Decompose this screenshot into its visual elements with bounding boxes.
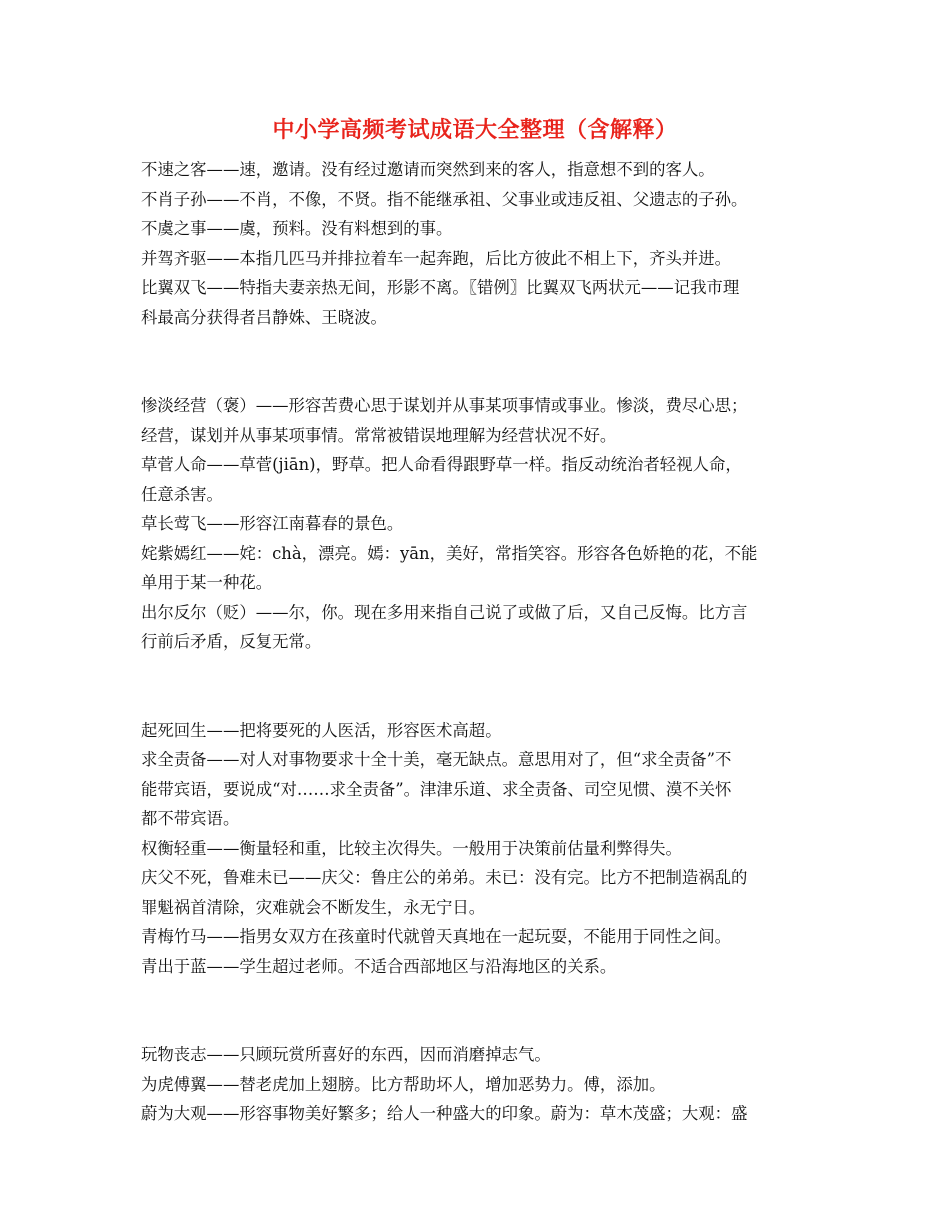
text-line: 任意杀害。	[141, 484, 223, 504]
text-line: 罪魁祸首清除，灾难就会不断发生，永无宁日。	[141, 897, 486, 917]
text-line: 并驾齐驱——本指几匹马并排拉着车一起奔跑，后比方彼此不相上下，齐头并进。	[141, 248, 732, 268]
paragraph-gap	[141, 657, 806, 716]
text-line: 权衡轻重——衡量轻和重，比较主次得失。一般用于决策前估量利弊得失。	[141, 838, 682, 858]
document-title: 中小学高频考试成语大全整理（含解释）	[272, 117, 678, 143]
text-line: 出尔反尔（贬）——尔，你。现在多用来指自己说了或做了后，又自己反悔。比方言	[141, 602, 748, 622]
text-line: 惨淡经营（褒）——形容苦费心思于谋划并从事某项事情或事业。惨淡，费尽心思；	[141, 396, 748, 415]
text-line: 比翼双飞——特指夫妻亲热无间，形影不离。〖错例〗比翼双飞两状元——记我市理	[141, 278, 740, 297]
text-line: 青梅竹马——指男女双方在孩童时代就曾天真地在一起玩耍，不能用于同性之间。	[141, 927, 732, 946]
text-line: 都不带宾语。	[141, 809, 240, 828]
text-line: 不速之客——速，邀请。没有经过邀请而突然到来的客人，指意想不到的客人。	[141, 160, 715, 179]
paragraph-gap	[141, 981, 806, 1040]
text-line: 为虎傅翼——替老虎加上翅膀。比方帮助坏人，增加恶势力。傅，添加。	[141, 1074, 666, 1094]
text-line: 玩物丧志——只顾玩赏所喜好的东西，因而消磨掉志气。	[141, 1045, 551, 1064]
document-body	[141, 155, 806, 1129]
text-line: 不肖子孙——不肖，不像，不贤。指不能继承祖、父事业或违反祖、父遗志的子孙。	[141, 189, 748, 209]
text-line: 起死回生——把将要死的人医活，形容医术高超。	[141, 720, 502, 740]
text-line: 草菅人命——草菅(jiān)，野草。把人命看得跟野草一样。指反动统治者轻视人命，	[141, 455, 742, 474]
text-line: 行前后矛盾，反复无常。	[141, 632, 322, 651]
text-line: 庆父不死，鲁难未已——庆父：鲁庄公的弟弟。未已：没有完。比方不把制造祸乱的	[141, 868, 748, 887]
text-line: 科最高分获得者吕静姝、王晓波。	[141, 307, 387, 327]
text-line: 姹紫嫣红——姹：chà，漂亮。嫣：yān，美好，常指笑容。形容各色娇艳的花，不能	[141, 543, 758, 563]
text-line: 蔚为大观——形容事物美好繁多；给人一种盛大的印象。蔚为：草木茂盛；大观：盛	[141, 1104, 748, 1123]
text-line: 经营，谋划并从事某项事情。常常被错误地理解为经营状况不好。	[141, 425, 617, 445]
text-line: 能带宾语，要说成“对……求全责备”。津津乐道、求全责备、司空见惯、漠不关怀	[141, 779, 732, 799]
text-line: 草长莺飞——形容江南暮春的景色。	[141, 514, 404, 533]
text-line: 不虞之事——虞，预料。没有料想到的事。	[141, 219, 453, 238]
text-line: 求全责备——对人对事物要求十全十美，毫无缺点。意思用对了，但“求全责备”不	[141, 750, 732, 769]
paragraph-gap	[141, 332, 806, 391]
text-line: 青出于蓝——学生超过老师。不适合西部地区与沿海地区的关系。	[141, 956, 617, 976]
text-line: 单用于某一种花。	[141, 573, 273, 592]
